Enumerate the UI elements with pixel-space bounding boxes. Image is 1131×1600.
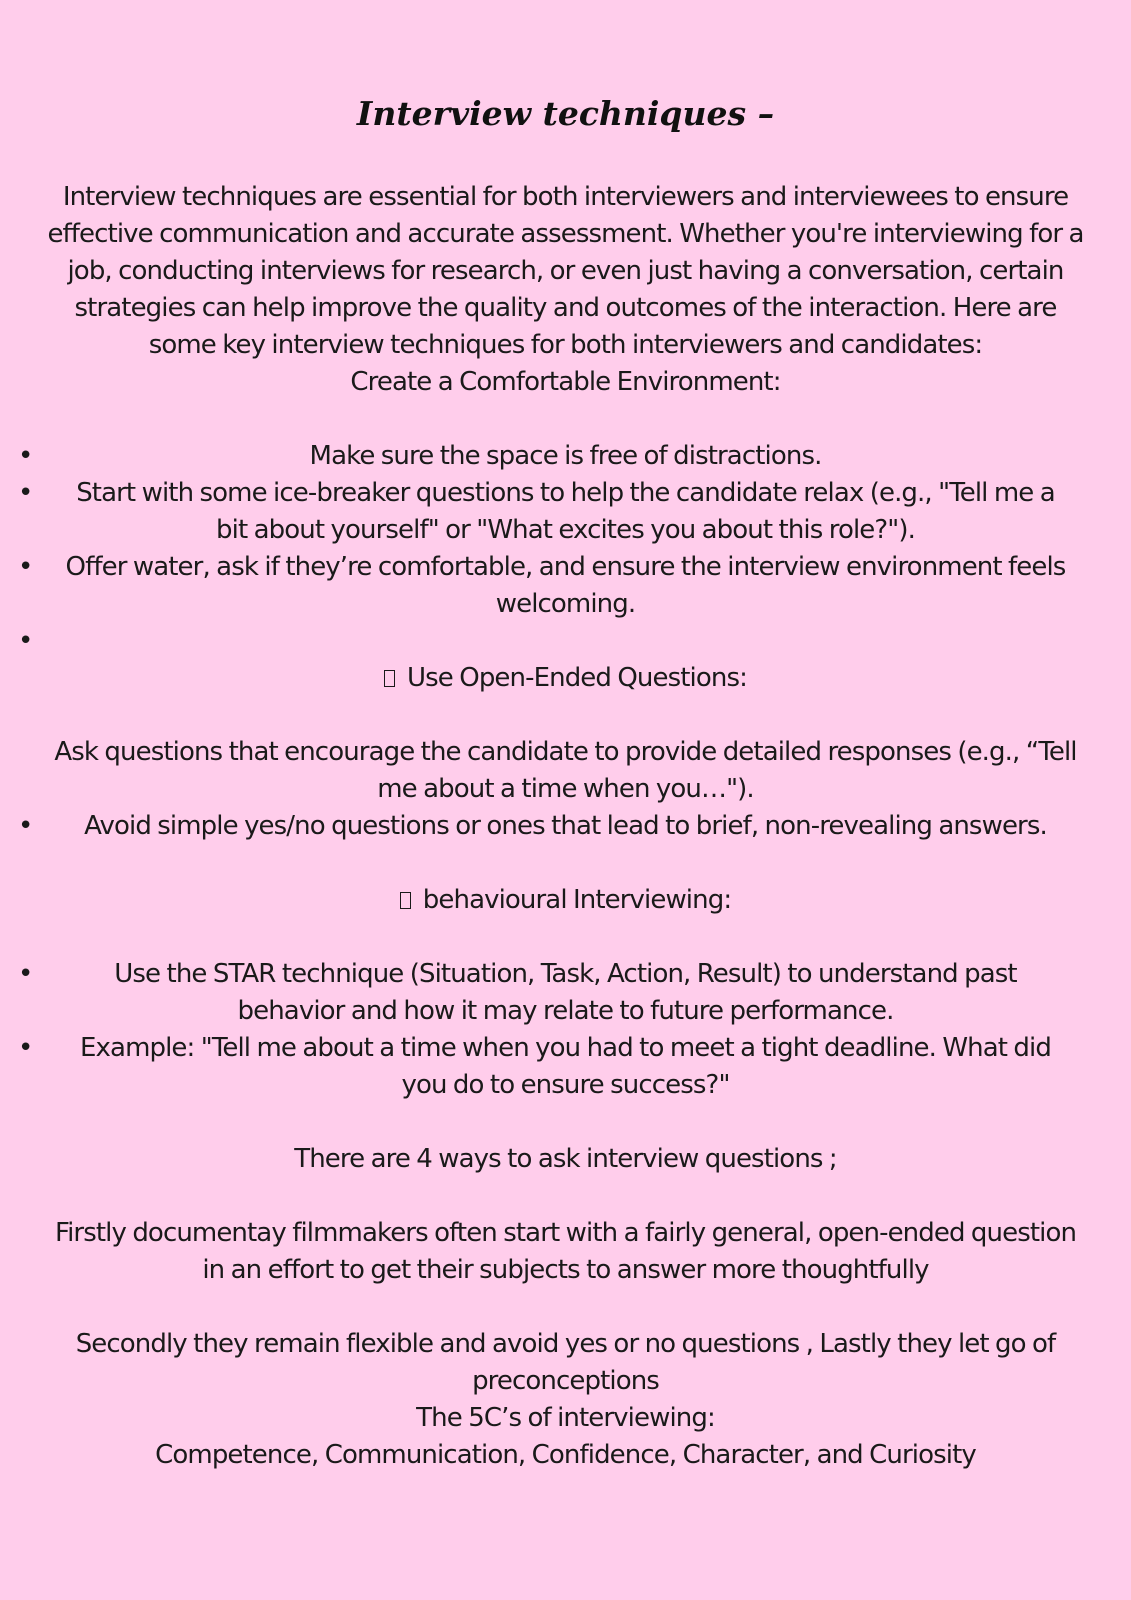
- list-item: [0, 475, 1131, 512]
- list-item: [0, 438, 1131, 475]
- intro-line: strategies can help improve the quality and outcomes of the interaction. Here are: [74, 293, 1057, 323]
- blank-line: [0, 1289, 1131, 1326]
- list-item: [0, 549, 1131, 586]
- intro-line: some key interview techniques for both interviewers and candidates:: [148, 330, 983, 360]
- list-item-continuation: bit about yourself" or "What excites you about this role?").: [216, 515, 915, 545]
- list-item-text: Offer water, ask if they’re comfortable, and ensure the interview environment feels: [65, 552, 1066, 582]
- paragraph-line: me about a time when you…").: [377, 774, 754, 804]
- five-cs-list: Competence, Communication, Confidence, Character, and Curiosity: [155, 1440, 976, 1470]
- bullet-icon: •: [18, 1033, 33, 1063]
- bullet-icon: •: [18, 478, 33, 508]
- blank-line: [0, 1104, 1131, 1141]
- blank-line: [0, 1178, 1131, 1215]
- list-item: [0, 808, 1131, 845]
- list-item-continuation: you do to ensure success?": [401, 1070, 730, 1100]
- section-heading-open-ended: [0, 660, 1131, 697]
- section-heading-text: behavioural Interviewing:: [422, 885, 732, 915]
- section-heading-text: Use Open-Ended Questions:: [407, 663, 747, 693]
- bullet-icon: •: [18, 811, 33, 841]
- list-item-continuation: behavior and how it may relate to future performance.: [237, 996, 894, 1026]
- list-item: [0, 1030, 1131, 1067]
- list-item-text: Avoid simple yes/no questions or ones that lead to brief, non-revealing answers.: [84, 811, 1047, 841]
- paragraph-line: preconceptions: [472, 1366, 659, 1396]
- blank-line: [0, 845, 1131, 882]
- bullet-icon: •: [18, 626, 33, 656]
- list-item-text: Make sure the space is free of distractions.: [309, 441, 822, 471]
- blank-line: [0, 401, 1131, 438]
- list-item-text: Use the STAR technique (Situation, Task, Action, Result) to understand past: [114, 959, 1017, 989]
- intro-line: Interview techniques are essential for both interviewers and interviewees to ensure: [62, 182, 1069, 212]
- missing-glyph-icon: [400, 892, 411, 909]
- list-item-continuation: welcoming.: [495, 589, 636, 619]
- ways-heading: There are 4 ways to ask interview questions ;: [294, 1144, 837, 1174]
- missing-glyph-icon: [384, 670, 395, 687]
- bullet-icon: •: [18, 959, 33, 989]
- list-item-empty: [0, 623, 1131, 660]
- blank-line: [0, 697, 1131, 734]
- list-item: [0, 956, 1131, 993]
- paragraph-line: Firstly documentay filmmakers often start with a fairly general, open-ended question: [54, 1218, 1077, 1248]
- blank-line: [0, 919, 1131, 956]
- list-item-text: Example: "Tell me about a time when you had to meet a tight deadline. What did: [80, 1033, 1051, 1063]
- paragraph-line: in an effort to get their subjects to answer more thoughtfully: [202, 1255, 929, 1285]
- paragraph-line: Secondly they remain flexible and avoid yes or no questions , Lastly they let go of: [75, 1329, 1056, 1359]
- paragraph-line: Ask questions that encourage the candidate to provide detailed responses (e.g., “Tell: [54, 737, 1077, 767]
- section-heading-behavioural: [0, 882, 1131, 919]
- intro-line: effective communication and accurate assessment. Whether you're interviewing for a: [47, 219, 1084, 249]
- intro-line: job, conducting interviews for research, or even just having a conversation, certain: [67, 256, 1064, 286]
- bullet-icon: •: [18, 441, 33, 471]
- page-title: Interview techniques –: [356, 94, 775, 133]
- document-body: [0, 179, 1131, 1474]
- section-heading-environment: Create a Comfortable Environment:: [350, 367, 781, 397]
- bullet-icon: •: [18, 552, 33, 582]
- five-cs-heading: The 5C’s of interviewing:: [416, 1403, 715, 1433]
- list-item-text: Start with some ice-breaker questions to help the candidate relax (e.g., "Tell me a: [76, 478, 1055, 508]
